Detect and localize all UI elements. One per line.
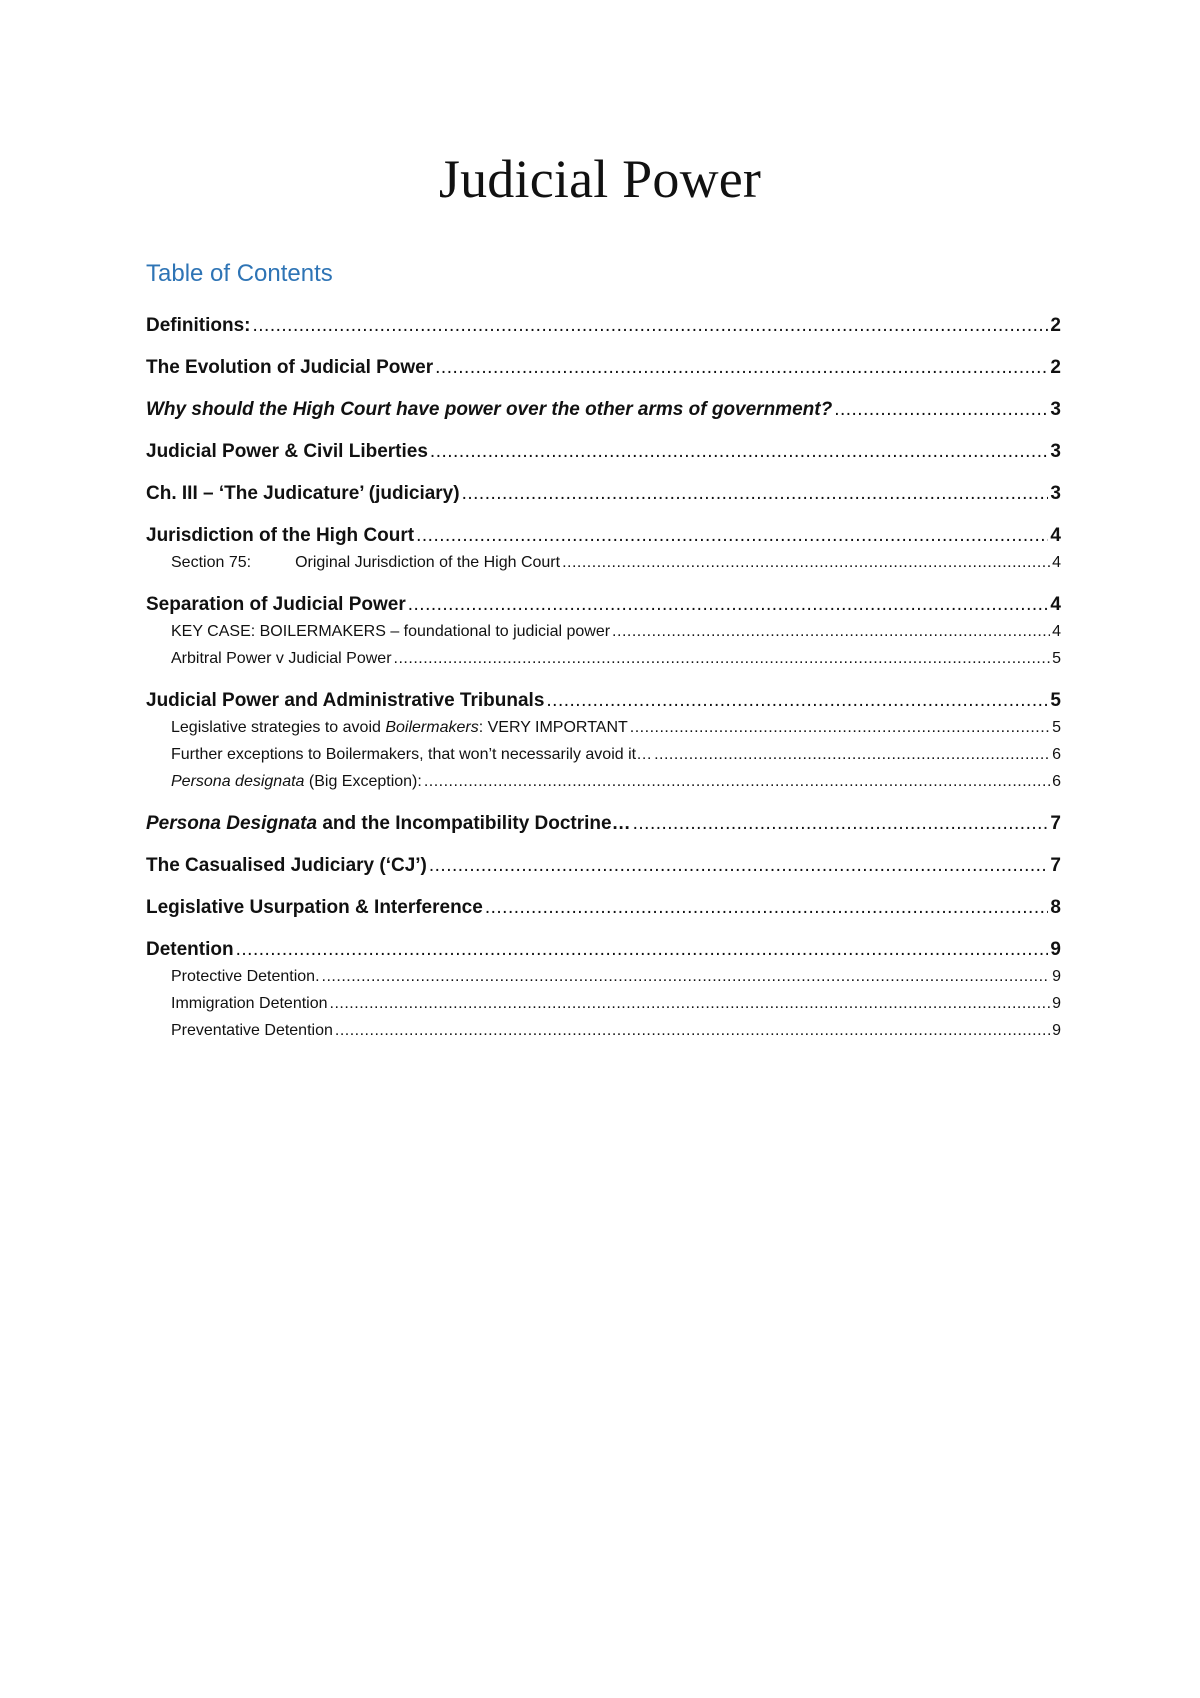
toc-entry-protective-detention[interactable] [146,966,1061,993]
toc-entry-section-75[interactable] [146,552,1061,579]
toc-entry-text: : VERY IMPORTANT [478,719,628,736]
toc-entry-text: The Evolution of Judicial Power [146,357,434,378]
toc-page-number: 9 [1052,968,1061,985]
toc-page-number: 9 [1050,939,1061,960]
toc-entry-arbitral-power[interactable] [146,648,1061,675]
dot-leader [330,993,1051,1015]
toc-page-number: 4 [1052,554,1061,571]
document-title: Judicial Power [438,149,762,209]
toc-entry-text: Arbitral Power v Judicial Power [171,650,392,667]
toc-entry-why-high-court[interactable] [146,394,1061,436]
toc-entry-text: Definitions: [146,315,251,336]
toc-entry-text: Legislative strategies to avoid [171,719,386,736]
toc-entry-text: The Casualised Judiciary (‘CJ’) [146,855,427,876]
dot-leader [253,310,1049,342]
dot-leader [630,717,1050,739]
dot-leader [429,850,1049,882]
toc-page-number: 9 [1052,1022,1061,1039]
toc-entry-legislative-strategies[interactable] [146,717,1061,744]
dot-leader [322,966,1051,988]
toc-entry-text: Judicial Power and Administrative Tribunals [146,690,545,711]
toc-entry-text: Ch. III – ‘The Judicature’ (judiciary) [146,483,460,504]
toc-entry-text: Protective Detention. [171,968,320,985]
toc-entry-text: Original Jurisdiction of the High Court [295,554,561,571]
toc-entry-text: KEY CASE: BOILERMAKERS – foundational to judicial power [171,623,611,640]
toc-entry-text: Legislative Usurpation & Interference [146,897,483,918]
toc-entry-administrative-tribunals[interactable] [146,685,1061,717]
toc-entry-persona-designata-incompatibility[interactable] [146,808,1061,850]
toc-entry-further-exceptions[interactable] [146,744,1061,771]
toc-entry-text: Separation of Judicial Power [146,594,406,615]
toc-page-number: 7 [1050,855,1061,876]
toc-page-number: 6 [1052,746,1061,763]
toc-entry-persona-designata-exception[interactable] [146,771,1061,798]
dot-leader [408,589,1049,621]
toc-page-number: 3 [1050,441,1061,462]
toc-entry-civil-liberties[interactable] [146,436,1061,478]
dot-leader [435,352,1048,384]
toc-entry-text: Judicial Power & Civil Liberties [146,441,428,462]
dot-leader [424,771,1050,793]
toc-page-number: 4 [1050,594,1061,615]
toc-entry-text-italic: Persona designata [171,773,305,790]
toc-entry-preventative-detention[interactable] [146,1020,1061,1047]
toc-page-number: 5 [1050,690,1061,711]
toc-entry-legislative-usurpation[interactable] [146,892,1061,934]
toc-page-number: 4 [1052,623,1061,640]
toc-entry-text: Further exceptions to Boilermakers, that won’t necessarily avoid it… [171,746,653,763]
dot-leader [633,808,1049,840]
table-of-contents [146,310,1061,1047]
toc-entry-judicature[interactable] [146,478,1061,520]
dot-leader [834,394,1048,426]
dot-leader [462,478,1049,510]
toc-entry-definitions[interactable] [146,310,1061,352]
toc-page-number: 3 [1050,483,1061,504]
toc-page-number: 2 [1050,315,1061,336]
dot-leader [546,685,1048,717]
toc-page-number: 8 [1050,897,1061,918]
toc-page-number: 9 [1052,995,1061,1012]
toc-entry-text: and the Incompatibility Doctrine… [317,813,631,834]
toc-page-number: 5 [1052,719,1061,736]
toc-entry-text: Jurisdiction of the High Court [146,525,415,546]
dot-leader [236,934,1049,966]
toc-entry-text: Detention [146,939,234,960]
dot-leader [335,1020,1050,1042]
toc-page-number: 3 [1050,399,1061,420]
toc-page-number: 7 [1050,813,1061,834]
dot-leader [416,520,1048,552]
dot-leader [485,892,1049,924]
toc-entry-evolution[interactable] [146,352,1061,394]
toc-page-number: 5 [1052,650,1061,667]
toc-heading: Table of Contents [146,260,333,287]
toc-entry-casualised-judiciary[interactable] [146,850,1061,892]
toc-entry-key-case-boilermakers[interactable] [146,621,1061,648]
toc-entry-text-italic: Boilermakers [385,719,479,736]
toc-entry-jurisdiction[interactable] [146,520,1061,552]
toc-entry-text: Why should the High Court have power over the other arms of government? [146,399,833,420]
toc-entry-detention[interactable] [146,934,1061,966]
dot-leader [562,552,1050,574]
toc-page-number: 6 [1052,773,1061,790]
toc-entry-text: Preventative Detention [171,1022,333,1039]
toc-entry-text: (Big Exception): [304,773,422,790]
toc-entry-separation[interactable] [146,589,1061,621]
dot-leader [430,436,1049,468]
toc-page-number: 4 [1050,525,1061,546]
toc-entry-immigration-detention[interactable] [146,993,1061,1020]
toc-entry-text: Immigration Detention [171,995,328,1012]
dot-leader [612,621,1050,643]
dot-leader [654,744,1050,766]
toc-entry-text-italic: Persona Designata [146,813,318,834]
toc-page-number: 2 [1050,357,1061,378]
toc-entry-label: Section 75: [171,554,252,571]
dot-leader [394,648,1051,670]
